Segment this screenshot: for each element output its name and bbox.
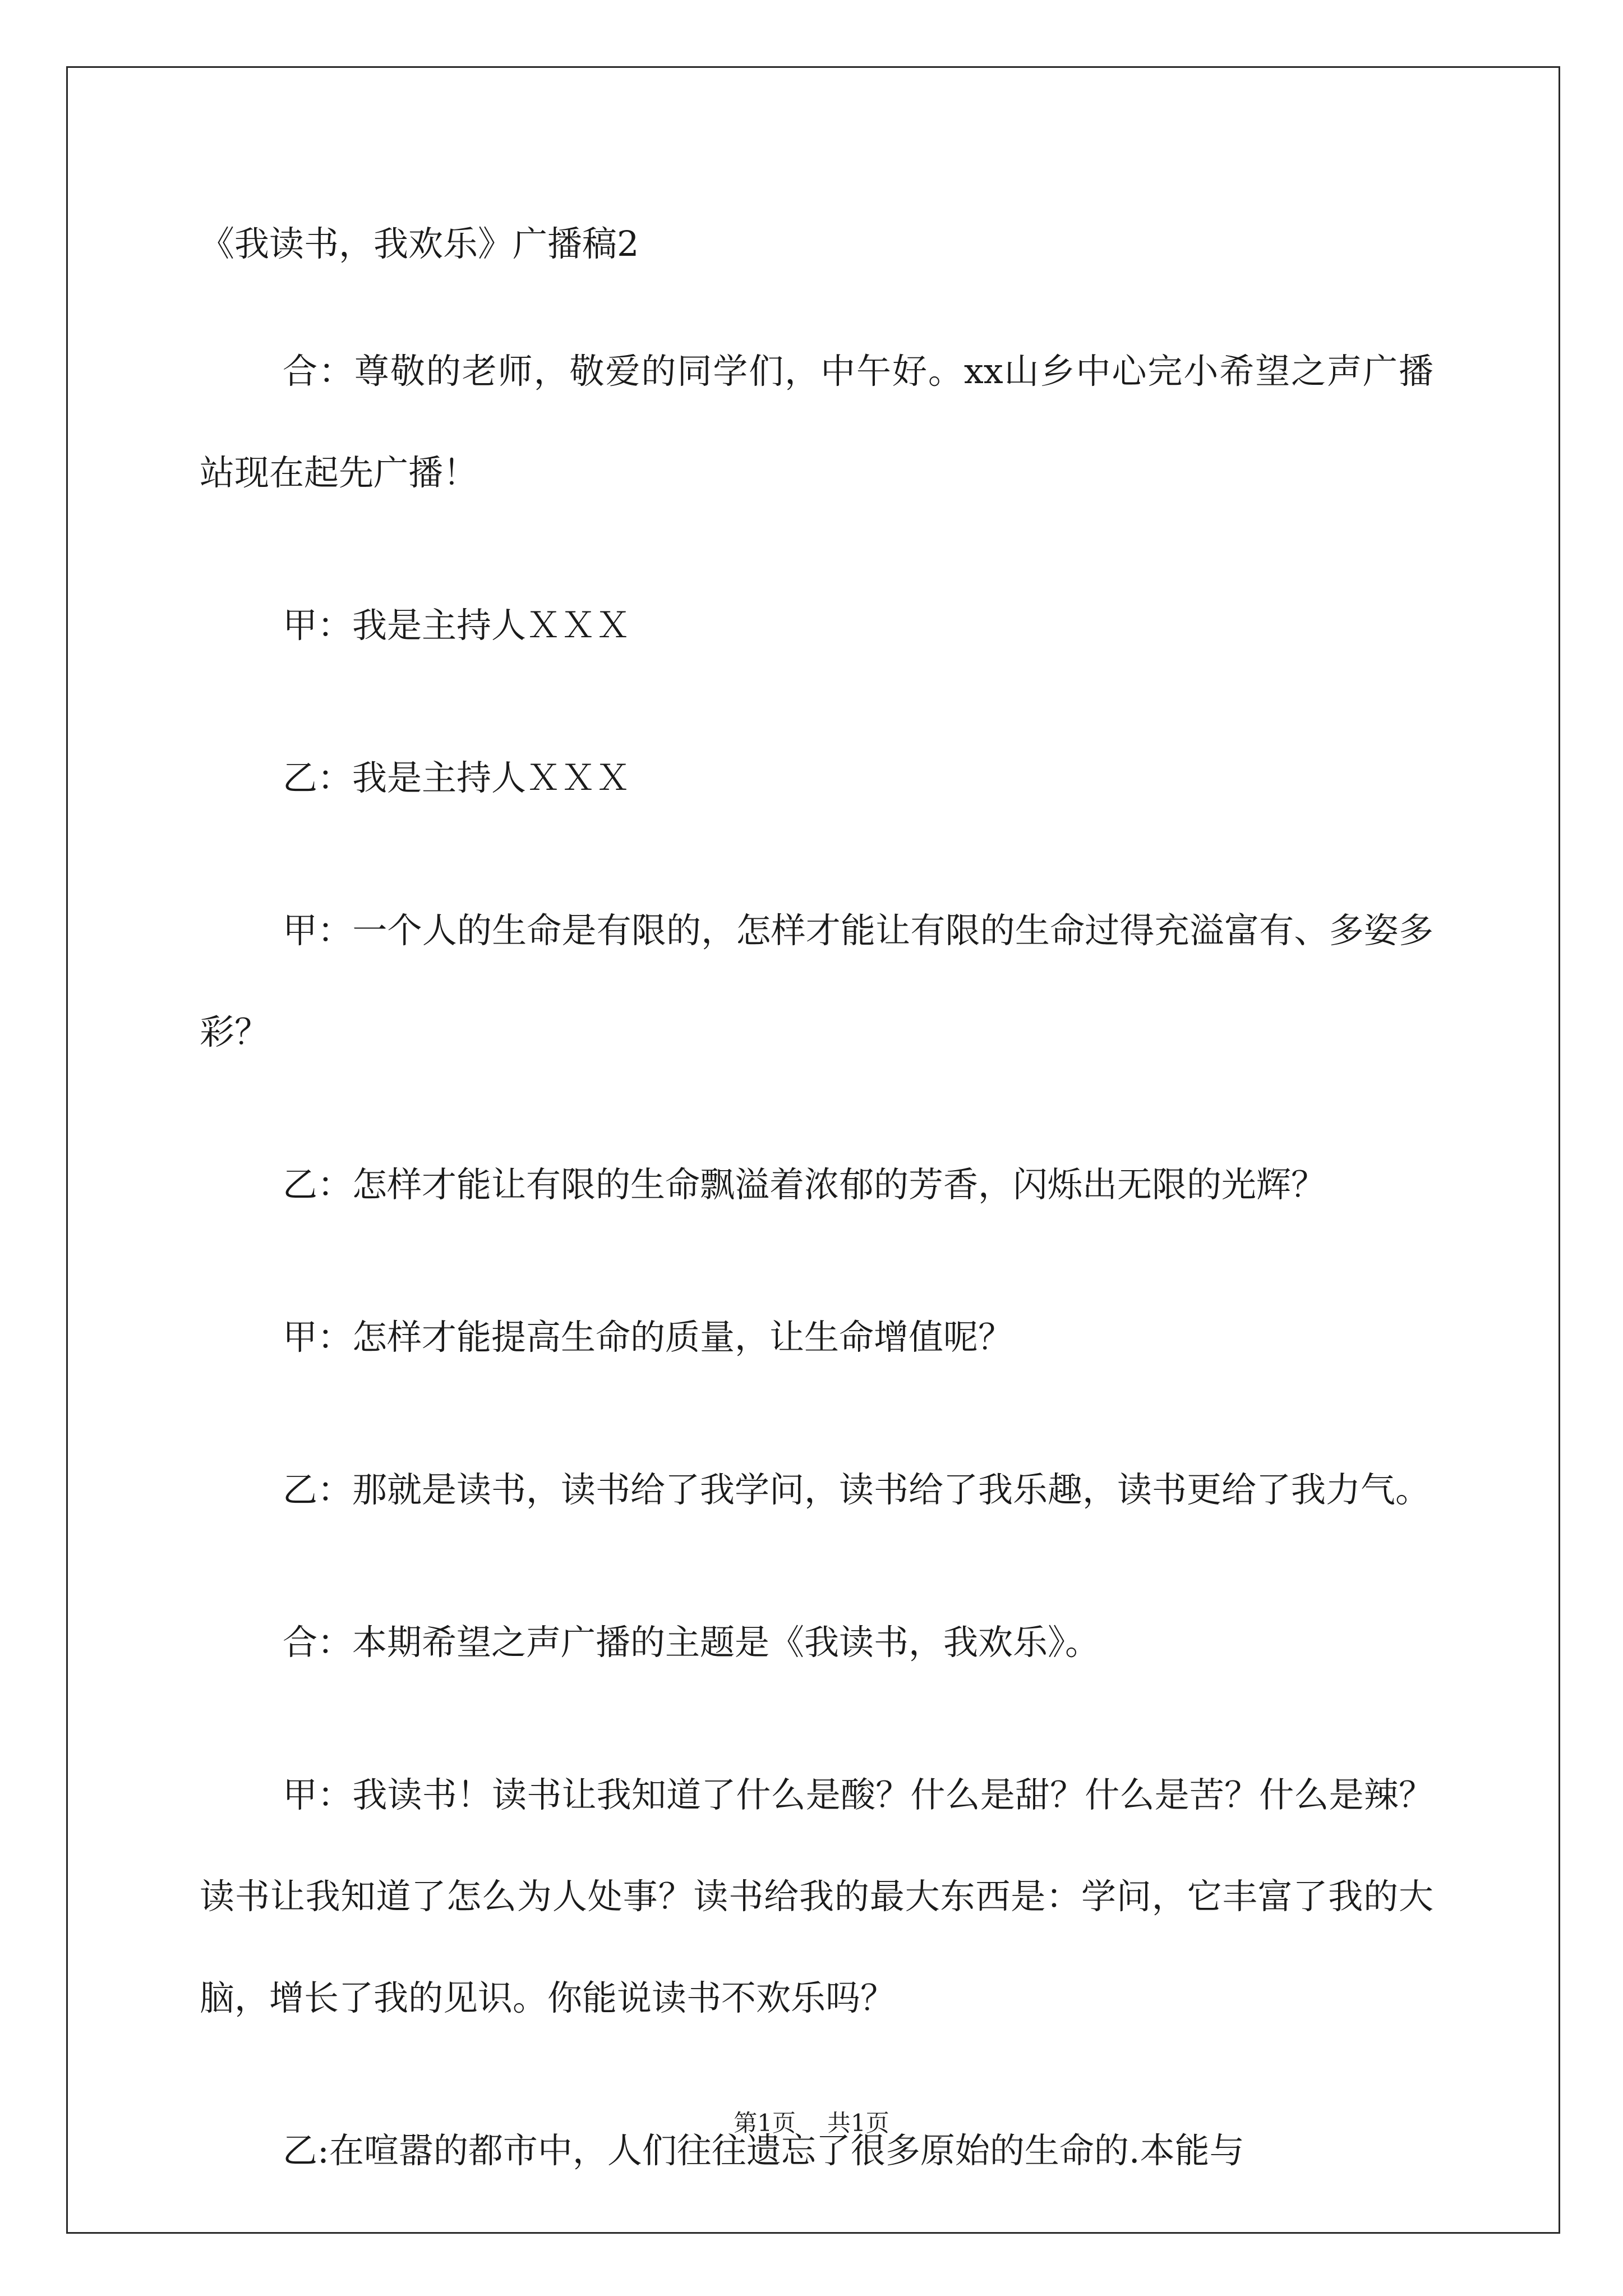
paragraph-host-b-intro: 乙：我是主持人ＸＸＸ — [283, 757, 631, 798]
paragraph-host-a-intro: 甲：我是主持人ＸＸＸ — [283, 605, 631, 646]
paragraph-life-question: 甲：一个人的生命是有限的，怎样才能让有限的生命过得充溢富有、多姿多彩？ — [200, 910, 1433, 1052]
paragraph-fragrance-question: 乙：怎样才能让有限的生命飘溢着浓郁的芳香，闪烁出无限的光辉？ — [283, 1164, 1326, 1205]
page-number: 第1页 — [734, 2109, 796, 2137]
paragraph-i-read: 甲：我读书！读书让我知道了什么是酸？什么是甜？什么是苦？什么是辣？读书让我知道了怎么为人处事？读书给我的最大东西是：学问，它丰富了我的大脑，增长了我的见识。你能说读书不欢乐吗？ — [200, 1774, 1433, 2018]
document-title: 《我读书，我欢乐》广播稿2 — [200, 223, 639, 264]
paragraph-theme: 合：本期希望之声广播的主题是《我读书，我欢乐》。 — [283, 1622, 1100, 1663]
paragraph-quality-question: 甲：怎样才能提高生命的质量，让生命增值呢？ — [283, 1317, 1013, 1358]
paragraph-city: 乙:在喧嚣的都市中，人们往往遗忘了很多原始的生命的.本能与 — [283, 2130, 1244, 2171]
page-total: 共1页 — [827, 2109, 889, 2137]
paragraph-opening: 合：尊敬的老师，敬爱的同学们，中午好。xx山乡中心完小希望之声广播站现在起先广播！ — [200, 351, 1433, 493]
page-footer — [0, 2106, 1623, 2140]
document-body — [200, 219, 1433, 2201]
paragraph-reading-answer: 乙：那就是读书，读书给了我学问，读书给了我乐趣，读书更给了我力气。 — [283, 1469, 1431, 1510]
